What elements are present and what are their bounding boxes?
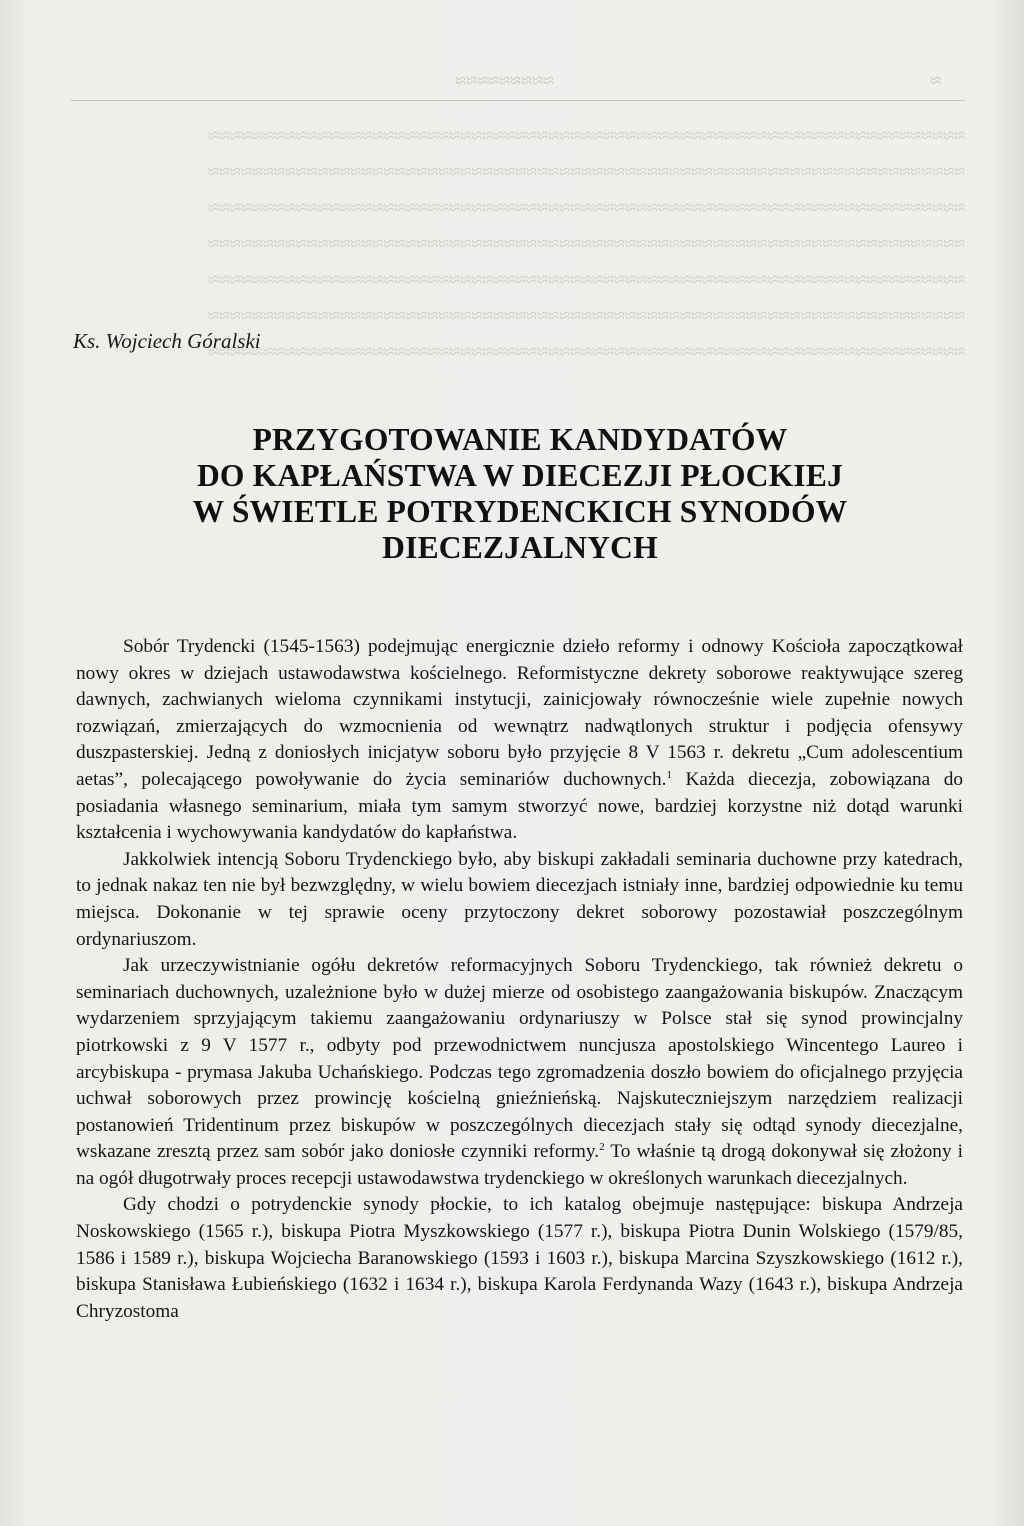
show-through-rule	[70, 100, 965, 101]
title-line: DO KAPŁAŃSTWA W DIECEZJI PŁOCKIEJ	[196, 458, 844, 493]
paragraph	[76, 953, 963, 1192]
paragraph-text: Sobór Trydencki (1545-1563) podejmując energicznie dzieło reformy i odnowy Kościoła zapoczątkował nowy okres w dziejach ustawodawstwa kościelnego. Reformistyczne dekrety soborowe reaktywujące szereg dawnych, zachwianych wieloma czynnikami instytucji, zainicjowały równocześnie wiele zupełnie nowych rozwiązań, zmierzających do wzmocnienia od wewnątrz nadwątlonych struktur i podjęcia ofensywy duszpasterskiej. Jedną z doniosłych inicjatyw soboru było przyjęcie 8 V 1563 r. dekretu „Cum adolescentium aetas”, polecającego powoływanie do życia seminariów duchownych.	[76, 636, 963, 790]
title-line: PRZYGOTOWANIE KANDYDATÓW	[252, 422, 788, 457]
paragraph-text: Jak urzeczywistnianie ogółu dekretów reformacyjnych Soboru Trydenckiego, tak również dekretu o seminariach duchownych, uzależnione było w dużej mierze od osobistego zaangażowania biskupów. Znaczącym wydarzeniem sprzyjającym takiemu zaangażowaniu ordynariuszy w Polsce stał się synod prowincjalny piotrkowski z 9 V 1577 r., odbyty pod przewodnictwem nuncjusza apostolskiego Wincentego Laureo i arcybiskupa - prymasa Jakuba Uchańskiego. Podczas tego zgromadzenia doszło bowiem do oficjalnego przyjęcia uchwał soborowych przez prowincję kościelną gnieźnieńską. Najskuteczniejszym narzędziem realizacji postanowień Tridentinum przez biskupów w poszczególnych diecezjach stały się odtąd synody diecezjalne, wskazane zresztą przez sam sobór jako doniosłe czynniki reformy.	[76, 955, 963, 1163]
title-line: DIECEZJALNYCH	[382, 530, 658, 565]
article-title	[70, 422, 970, 566]
footnote-marker: 1	[666, 768, 672, 781]
paragraph-text: To właśnie tą drogą dokonywał się złożony i na ogół długotrwały proces recepcji ustawodawstwa trydenckiego w określonych warunkach diecezjalnych.	[76, 1141, 963, 1189]
title-line: W ŚWIETLE POTRYDENCKICH SYNODÓW	[192, 494, 848, 529]
author-name: Ks. Wojciech Góralski	[73, 329, 261, 353]
show-through-text: ≈≈≈≈≈≈≈≈≈≈≈≈≈≈≈≈≈≈≈≈≈≈≈≈≈≈≈≈≈≈≈≈≈≈≈≈≈≈≈≈≈≈≈≈≈≈≈≈≈≈≈≈≈≈≈≈≈≈≈≈≈≈≈≈≈≈≈≈≈ ≈≈≈≈≈≈≈≈≈≈≈≈≈≈≈≈≈≈≈≈≈≈≈≈≈≈≈≈≈≈≈≈≈≈≈≈≈≈≈≈≈≈≈≈≈≈≈≈≈≈≈≈≈≈≈≈≈≈≈≈≈≈≈≈≈≈≈≈≈ ≈≈≈≈≈≈≈≈≈≈≈≈≈≈≈≈≈≈≈≈≈≈≈≈≈≈≈≈≈≈≈≈≈≈≈≈≈≈≈≈≈≈≈≈≈≈≈≈≈≈≈≈≈≈≈≈≈≈≈≈≈≈≈≈≈≈≈≈≈ ≈≈≈≈≈≈≈≈≈≈≈≈≈≈≈≈≈≈≈≈≈≈≈≈≈≈≈≈≈≈≈≈≈≈≈≈≈≈≈≈≈≈≈≈≈≈≈≈≈≈≈≈≈≈≈≈≈≈≈≈≈≈≈≈≈≈≈≈≈ ≈≈≈≈≈≈≈≈≈≈≈≈≈≈≈≈≈≈≈≈≈≈≈≈≈≈≈≈≈≈≈≈≈≈≈≈≈≈≈≈≈≈≈≈≈≈≈≈≈≈≈≈≈≈≈≈≈≈≈≈≈≈≈≈≈≈≈≈≈ ≈≈≈≈≈≈≈≈≈≈≈≈≈≈≈≈≈≈≈≈≈≈≈≈≈≈≈≈≈≈≈≈≈≈≈≈≈≈≈≈≈≈≈≈≈≈≈≈≈≈≈≈≈≈≈≈≈≈≈≈≈≈≈≈≈≈≈≈≈ ≈≈≈≈≈≈≈≈≈≈≈≈≈≈≈≈≈≈≈≈≈≈≈≈≈≈≈≈≈≈≈≈≈≈≈≈≈≈≈≈≈≈≈≈≈≈≈≈≈≈≈≈≈≈≈≈≈≈≈≈≈≈≈≈≈≈≈≈≈	[207, 125, 965, 363]
paragraph: Gdy chodzi o potrydenckie synody płockie, to ich katalog obejmuje następujące: biskupa Andrzeja Noskowskiego (1565 r.), biskupa Piotra Myszkowskiego (1577 r.), biskupa Piotra Dunin Wolskiego (1579/85, 1586 i 1589 r.), biskupa Wojciecha Baranowskiego (1593 i 1603 r.), biskupa Marcina Szyszkowskiego (1612 r.), biskupa Stanisława Łubieńskiego (1632 i 1634 r.), biskupa Karola Ferdynanda Wazy (1643 r.), biskupa Andrzeja Chryzostoma	[76, 1194, 963, 1322]
paragraph-text: Każda diecezja, zobowiązana do posiadania własnego seminarium, miała tym samym stworzyć nowe, bardziej korzystne niż dotąd warunki kształcenia i wychowywania kandydatów do kapłaństwa.	[76, 768, 963, 844]
article-body	[76, 634, 963, 1325]
paragraph	[76, 634, 963, 847]
paragraph: Jakkolwiek intencją Soboru Trydenckiego było, aby biskupi zakładali seminaria duchowne przy katedrach, to jednak nakaz ten nie był bezwzględny, w wielu bowiem diecezjach istniały inne, bardziej odpowiednie ku temu miejsca. Dokonanie w tej sprawie oceny przytoczony dekret soborowy pozostawiał poszczególnym ordynariuszom.	[76, 848, 963, 950]
show-through-page-number: ≈	[930, 70, 941, 92]
footnote-marker: 2	[599, 1141, 605, 1154]
show-through-running-head: ≈≈≈≈≈≈≈≈≈	[455, 70, 554, 92]
